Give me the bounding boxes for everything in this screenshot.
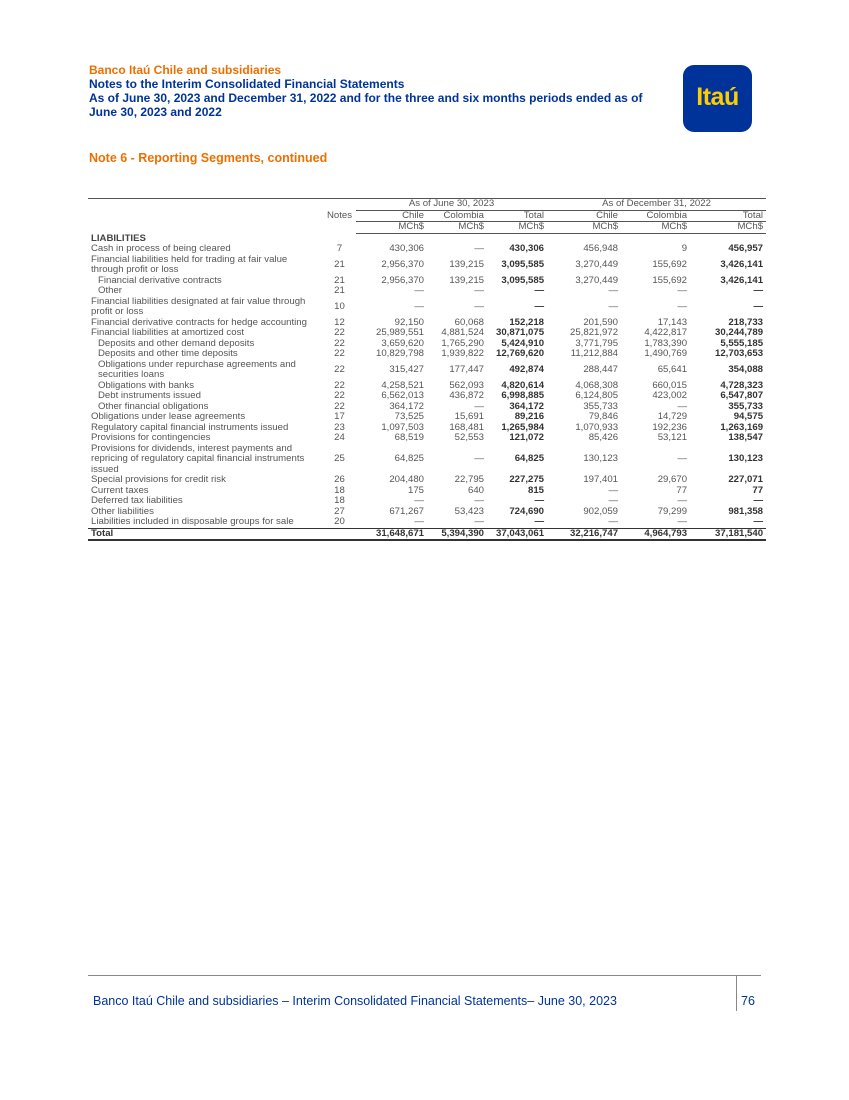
col-colombia-2022: Colombia xyxy=(621,210,690,222)
cell-total-2022: 138,547 xyxy=(728,432,764,443)
cell-chile-2022: 11,212,884 xyxy=(570,348,619,359)
cell-chile-2023: 430,306 xyxy=(389,243,424,254)
table-row xyxy=(88,475,766,486)
itau-logo xyxy=(683,65,752,132)
cell-chile-2022: 85,426 xyxy=(588,432,619,443)
cell-chile-2022: 3,270,449 xyxy=(575,258,619,270)
total-colombia-2023: 5,394,390 xyxy=(427,528,487,540)
cell-colombia-2023: 168,481 xyxy=(449,421,484,433)
row-label: Deferred tax liabilities xyxy=(91,495,183,506)
cell-total-2022: 30,244,789 xyxy=(715,327,764,338)
cell-colombia-2022: 79,299 xyxy=(657,505,688,517)
footer-rule xyxy=(88,975,761,976)
cell-colombia-2022: 77 xyxy=(676,484,688,496)
row-label: Other financial obligations xyxy=(98,400,209,412)
cell-chile-2023: 364,172 xyxy=(389,400,424,412)
row-note: 25 xyxy=(334,453,345,464)
row-note: 21 xyxy=(334,285,345,296)
cell-chile-2023: 671,267 xyxy=(389,505,424,517)
row-label: Deposits and other time deposits xyxy=(98,348,238,359)
cell-chile-2022: — xyxy=(608,300,619,312)
cell-chile-2023: — xyxy=(414,300,424,312)
row-label: Financial derivative contracts for hedge accounting xyxy=(91,316,307,328)
cell-total-2023: 5,424,910 xyxy=(501,337,545,349)
cell-total-2022: 12,703,653 xyxy=(715,348,764,359)
cell-colombia-2023: 4,881,524 xyxy=(441,327,484,338)
total-colombia-2022: 4,964,793 xyxy=(621,528,690,540)
cell-colombia-2023: 53,423 xyxy=(454,505,484,517)
cell-chile-2023: 25,989,551 xyxy=(375,327,424,338)
cell-colombia-2023: 436,872 xyxy=(449,390,484,401)
cell-total-2023: 227,275 xyxy=(509,474,545,485)
cell-total-2023: 30,871,075 xyxy=(496,327,545,338)
cell-chile-2023: 4,258,521 xyxy=(381,379,424,391)
row-label: Regulatory capital financial instruments issued xyxy=(91,421,289,433)
row-label: Deposits and other demand deposits xyxy=(98,337,255,349)
cell-chile-2022: — xyxy=(608,484,619,496)
segments-liabilities-table xyxy=(88,198,766,541)
cell-colombia-2022: 4,422,817 xyxy=(644,327,688,338)
cell-total-2023: 121,072 xyxy=(509,432,545,443)
cell-total-2023: 6,998,885 xyxy=(501,390,545,401)
cell-colombia-2022: 192,236 xyxy=(652,421,688,433)
cell-colombia-2022: 65,641 xyxy=(657,363,688,375)
cell-chile-2022: 3,270,449 xyxy=(575,274,619,286)
table-row xyxy=(88,360,766,381)
cell-colombia-2022: 660,015 xyxy=(652,379,688,391)
cell-total-2023: 12,769,620 xyxy=(496,348,545,359)
total-total-2022: 37,181,540 xyxy=(690,528,766,540)
cell-total-2022: — xyxy=(753,300,764,312)
row-label: Financial derivative contracts xyxy=(98,274,222,286)
cell-colombia-2023: — xyxy=(474,516,484,527)
cell-chile-2023: 2,956,370 xyxy=(381,258,424,270)
cell-chile-2023: — xyxy=(414,285,424,296)
cell-colombia-2023: — xyxy=(474,495,484,506)
cell-colombia-2023: — xyxy=(474,400,484,412)
cell-chile-2022: 25,821,972 xyxy=(570,327,619,338)
cell-total-2022: 3,426,141 xyxy=(720,258,764,270)
cell-colombia-2023: 60,068 xyxy=(454,316,484,328)
table-row xyxy=(88,486,766,497)
cell-chile-2023: 10,829,798 xyxy=(375,348,424,359)
total-row xyxy=(88,528,766,540)
cell-chile-2023: 315,427 xyxy=(389,363,424,375)
cell-colombia-2023: 22,795 xyxy=(454,474,484,485)
cell-chile-2023: 175 xyxy=(407,484,424,496)
table-row xyxy=(88,496,766,507)
cell-chile-2023: 3,659,620 xyxy=(381,337,424,349)
row-note: 22 xyxy=(334,337,345,349)
cell-total-2023: 3,095,585 xyxy=(501,258,545,270)
row-note: 22 xyxy=(334,390,345,401)
cell-chile-2023: 68,519 xyxy=(394,432,424,443)
row-note: 27 xyxy=(334,505,345,517)
row-note: 22 xyxy=(334,348,345,359)
cell-total-2023: — xyxy=(534,300,545,312)
cell-chile-2022: 902,059 xyxy=(583,505,619,517)
cell-chile-2022: 79,846 xyxy=(588,411,619,422)
cell-total-2022: 3,426,141 xyxy=(720,274,764,286)
table-row xyxy=(88,517,766,528)
row-label: Special provisions for credit risk xyxy=(91,474,226,485)
table-row xyxy=(88,328,766,339)
unit-label: MCh$ xyxy=(487,222,547,234)
cell-colombia-2022: — xyxy=(677,400,688,412)
cell-total-2023: 4,820,614 xyxy=(501,379,545,391)
cell-total-2022: 94,575 xyxy=(733,411,764,422)
cell-chile-2023: 1,097,503 xyxy=(381,421,424,433)
cell-colombia-2023: 1,939,822 xyxy=(441,348,484,359)
row-note: 18 xyxy=(334,495,345,506)
company-name: Banco Itaú Chile and subsidiaries xyxy=(89,63,282,77)
cell-total-2022: 77 xyxy=(752,484,764,496)
header-row-units xyxy=(88,222,766,234)
page-number: 76 xyxy=(741,994,755,1008)
cell-total-2023: — xyxy=(534,516,545,527)
cell-chile-2023: — xyxy=(414,516,424,527)
unit-label: MCh$ xyxy=(356,222,427,234)
row-note: 21 xyxy=(334,274,345,286)
cell-chile-2022: 201,590 xyxy=(583,316,619,328)
cell-colombia-2022: — xyxy=(677,495,688,506)
cell-chile-2022: 456,948 xyxy=(583,243,619,254)
footer-text: Banco Itaú Chile and subsidiaries – Interim Consolidated Financial Statements– June 30, 2023 xyxy=(93,994,617,1008)
row-note: 26 xyxy=(334,474,345,485)
cell-colombia-2022: 53,121 xyxy=(657,432,688,443)
document-header xyxy=(89,63,679,119)
row-label: Other liabilities xyxy=(91,505,154,517)
row-note: 10 xyxy=(334,300,345,312)
cell-colombia-2023: 139,215 xyxy=(449,274,484,286)
unit-label: MCh$ xyxy=(690,222,766,234)
cell-colombia-2022: — xyxy=(677,285,688,296)
cell-chile-2023: 92,150 xyxy=(394,316,424,328)
cell-colombia-2022: 155,692 xyxy=(652,274,688,286)
row-label: Debt instruments issued xyxy=(98,390,201,401)
row-note: 7 xyxy=(336,243,343,254)
cell-chile-2023: 64,825 xyxy=(394,453,424,464)
unit-label: MCh$ xyxy=(547,222,621,234)
group-june-2023: As of June 30, 2023 xyxy=(356,199,547,211)
row-note: 22 xyxy=(334,363,345,375)
group-december-2022: As of December 31, 2022 xyxy=(547,199,766,211)
row-label: Cash in process of being cleared xyxy=(91,243,231,254)
cell-chile-2022: 355,733 xyxy=(583,400,619,412)
cell-colombia-2023: 52,553 xyxy=(454,432,484,443)
header-line-2: As of June 30, 2023 and December 31, 2022 and for the three and six months periods ended as of xyxy=(89,91,643,105)
row-note: 20 xyxy=(334,516,345,527)
cell-chile-2022: 4,068,308 xyxy=(575,379,619,391)
cell-chile-2022: 197,401 xyxy=(583,474,619,485)
col-colombia-2023: Colombia xyxy=(427,210,487,222)
col-total-2022: Total xyxy=(690,210,766,222)
cell-chile-2022: — xyxy=(608,495,619,506)
cell-total-2023: 815 xyxy=(528,484,545,496)
cell-total-2022: 5,555,185 xyxy=(720,337,764,349)
cell-total-2022: — xyxy=(753,516,764,527)
col-total-2023: Total xyxy=(487,210,547,222)
header-line-1: Notes to the Interim Consolidated Financial Statements xyxy=(89,77,405,91)
table-row xyxy=(88,444,766,476)
cell-chile-2022: 1,070,933 xyxy=(575,421,619,433)
cell-colombia-2022: 9 xyxy=(681,243,688,254)
table-row xyxy=(88,276,766,287)
cell-total-2022: 6,547,807 xyxy=(720,390,764,401)
row-label: Financial liabilities at amortized cost xyxy=(91,327,245,338)
cell-total-2022: 4,728,323 xyxy=(720,379,764,391)
total-chile-2023: 31,648,671 xyxy=(356,528,427,540)
cell-chile-2023: — xyxy=(414,495,424,506)
cell-colombia-2022: 29,670 xyxy=(657,474,688,485)
col-chile-2023: Chile xyxy=(356,210,427,222)
cell-total-2022: 456,957 xyxy=(728,243,764,254)
cell-colombia-2023: — xyxy=(474,300,484,312)
row-label: Financial liabilities designated at fair value through profit or loss xyxy=(91,295,306,317)
cell-total-2023: 3,095,585 xyxy=(501,274,545,286)
cell-colombia-2022: 155,692 xyxy=(652,258,688,270)
row-note: 24 xyxy=(334,432,345,443)
cell-chile-2022: 130,123 xyxy=(583,453,619,464)
cell-total-2023: — xyxy=(534,285,545,296)
cell-total-2022: 981,358 xyxy=(728,505,764,517)
row-note: 17 xyxy=(334,411,345,422)
cell-chile-2022: — xyxy=(608,285,619,296)
cell-chile-2023: 2,956,370 xyxy=(381,274,424,286)
cell-colombia-2023: — xyxy=(474,453,484,464)
cell-colombia-2023: 562,093 xyxy=(449,379,484,391)
cell-colombia-2022: 1,783,390 xyxy=(644,337,688,349)
cell-total-2022: — xyxy=(753,495,764,506)
cell-colombia-2023: 15,691 xyxy=(454,411,484,422)
section-label: LIABILITIES xyxy=(91,232,146,244)
cell-colombia-2023: 139,215 xyxy=(449,258,484,270)
cell-total-2023: 152,218 xyxy=(509,316,545,328)
footer-separator xyxy=(736,975,737,1011)
cell-total-2023: 64,825 xyxy=(514,453,545,464)
cell-total-2023: 492,874 xyxy=(509,363,545,375)
cell-chile-2022: 288,447 xyxy=(583,363,619,375)
table-row xyxy=(88,433,766,444)
row-note: 21 xyxy=(334,258,345,270)
total-total-2023: 37,043,061 xyxy=(487,528,547,540)
unit-label: MCh$ xyxy=(621,222,690,234)
cell-total-2022: — xyxy=(753,285,764,296)
logo-text: Itaú xyxy=(696,83,739,111)
row-label: Financial liabilities held for trading at fair value through profit or loss xyxy=(91,253,288,275)
cell-total-2022: 354,088 xyxy=(728,363,764,375)
cell-total-2022: 218,733 xyxy=(728,316,764,328)
unit-label: MCh$ xyxy=(427,222,487,234)
cell-colombia-2022: 17,143 xyxy=(657,316,688,328)
cell-chile-2022: — xyxy=(608,516,619,527)
row-note: 23 xyxy=(334,421,345,433)
total-note xyxy=(323,528,356,540)
table-row xyxy=(88,412,766,423)
total-label: Total xyxy=(88,528,323,540)
table-row xyxy=(88,297,766,318)
table-row xyxy=(88,349,766,360)
cell-total-2022: 1,263,169 xyxy=(720,421,764,433)
cell-colombia-2023: 177,447 xyxy=(449,363,484,375)
cell-colombia-2023: — xyxy=(474,243,484,254)
table-row xyxy=(88,255,766,276)
row-label: Provisions for contingencies xyxy=(91,432,211,443)
row-note: 22 xyxy=(334,327,345,338)
cell-total-2023: — xyxy=(534,495,545,506)
table-row xyxy=(88,286,766,297)
cell-total-2022: 227,071 xyxy=(728,474,764,485)
row-note: 22 xyxy=(334,400,345,412)
cell-colombia-2022: — xyxy=(677,516,688,527)
cell-total-2023: 364,172 xyxy=(509,400,545,412)
cell-chile-2022: 3,771,795 xyxy=(575,337,619,349)
header-row-groups xyxy=(88,199,766,211)
cell-chile-2023: 73,525 xyxy=(394,411,424,422)
row-label: Obligations under repurchase agreements and securities loans xyxy=(98,358,296,380)
cell-chile-2022: 6,124,805 xyxy=(575,390,619,401)
cell-colombia-2023: 1,765,290 xyxy=(441,337,484,349)
row-label: Obligations with banks xyxy=(98,379,194,391)
cell-colombia-2022: — xyxy=(677,453,688,464)
cell-total-2023: 1,265,984 xyxy=(501,421,545,433)
cell-colombia-2023: — xyxy=(474,285,484,296)
cell-total-2022: 355,733 xyxy=(728,400,764,412)
notes-header: Notes xyxy=(326,209,353,221)
header-line-3: June 30, 2023 and 2022 xyxy=(89,105,222,119)
cell-colombia-2023: 640 xyxy=(467,484,484,496)
table-row xyxy=(88,391,766,402)
cell-total-2023: 430,306 xyxy=(509,243,545,254)
cell-chile-2023: 204,480 xyxy=(389,474,424,485)
row-label: Current taxes xyxy=(91,484,149,496)
cell-colombia-2022: — xyxy=(677,300,688,312)
cell-colombia-2022: 1,490,769 xyxy=(644,348,688,359)
cell-colombia-2022: 423,002 xyxy=(652,390,688,401)
col-chile-2022: Chile xyxy=(547,210,621,222)
cell-total-2022: 130,123 xyxy=(728,453,764,464)
cell-total-2023: 724,690 xyxy=(509,505,545,517)
note-title: Note 6 - Reporting Segments, continued xyxy=(89,151,328,165)
cell-colombia-2022: 14,729 xyxy=(657,411,688,422)
table-row xyxy=(88,244,766,255)
row-note: 18 xyxy=(334,484,345,496)
row-label: Liabilities included in disposable groups for sale xyxy=(91,516,294,527)
row-label: Obligations under lease agreements xyxy=(91,411,246,422)
row-note: 22 xyxy=(334,379,345,391)
row-label: Provisions for dividends, interest payments and repricing of regulatory capital financial instruments issued xyxy=(91,442,305,475)
row-note: 12 xyxy=(334,316,345,328)
total-chile-2022: 32,216,747 xyxy=(547,528,621,540)
cell-chile-2023: 6,562,013 xyxy=(381,390,424,401)
row-label: Other xyxy=(98,285,122,296)
header-row-columns xyxy=(88,210,766,222)
cell-total-2023: 89,216 xyxy=(514,411,545,422)
